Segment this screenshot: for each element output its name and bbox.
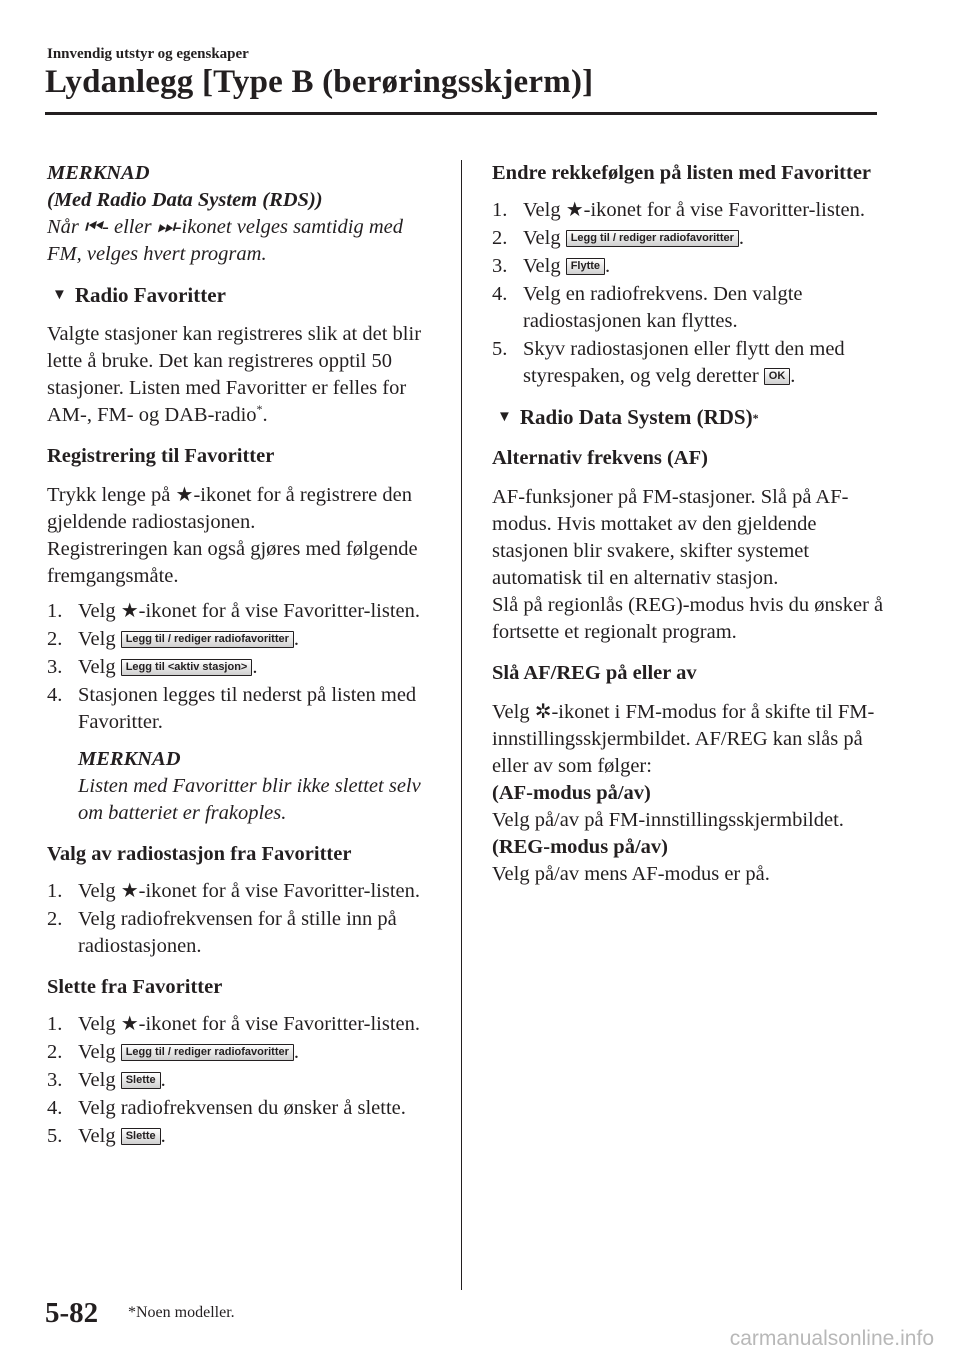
- step-number: 2.: [47, 908, 63, 930]
- list-item: [47, 878, 442, 905]
- reg-mode-title: (REG-modus på/av): [492, 836, 668, 858]
- header-rule: [45, 112, 877, 115]
- note-text-b: - eller: [102, 216, 157, 238]
- reg-mode-text: Velg på/av mens AF-modus er på.: [492, 863, 770, 885]
- step-text: Velg: [78, 1125, 121, 1147]
- subheading-valg: Valg av radiostasjon fra Favoritter: [47, 843, 352, 865]
- subheading-toggle: Slå AF/REG på eller av: [492, 662, 697, 684]
- step-number: 1.: [47, 1013, 63, 1035]
- list-item: [47, 1067, 442, 1094]
- star-icon: ★: [565, 199, 584, 221]
- step-text: Stasjonen legges til nederst på listen med Favoritter.: [78, 684, 417, 733]
- add-edit-favorites-button[interactable]: Legg til / rediger radiofavoritter: [121, 1044, 294, 1061]
- af-text: AF-funksjoner på FM-stasjoner. Slå på AF-modus. Hvis mottaket av den gjeldende stasjonen blir svakere, skifter systemet automatisk til en alternativ stasjon.: [492, 486, 849, 589]
- list-item: [47, 626, 442, 653]
- section-text-body: Valgte stasjoner kan registreres slik at det blir lette å bruke. Det kan registreres opptil 50 stasjoner. Listen med Favoritter er felles for AM-, FM- og DAB-radio: [47, 323, 422, 426]
- step-number: 3.: [47, 1069, 63, 1091]
- order-steps: [492, 197, 887, 390]
- step-number: 2.: [492, 227, 508, 249]
- reg-text: [47, 482, 442, 536]
- step-text: .: [293, 628, 300, 650]
- step-number: 3.: [47, 656, 63, 678]
- step-text: -ikonet for å vise Favoritter-listen.: [138, 600, 421, 622]
- list-item: [492, 336, 887, 390]
- step-text: .: [605, 255, 611, 277]
- subheading-af: Alternativ frekvens (AF): [492, 447, 708, 469]
- step-text: .: [160, 1125, 166, 1147]
- step-text: Velg: [523, 255, 566, 277]
- step-text: Velg: [78, 628, 121, 650]
- step-text: Velg: [78, 600, 121, 622]
- reg-steps: [47, 598, 442, 736]
- step-text: -ikonet for å vise Favoritter-listen.: [138, 1013, 421, 1035]
- step-text: Velg: [78, 1013, 121, 1035]
- star-icon: ★: [175, 484, 194, 506]
- reg-text-2: Registreringen kan også gjøres med følgende fremgangsmåte.: [47, 538, 418, 587]
- step-text: Velg: [78, 656, 121, 678]
- reg-text-b: -ikonet for å registrere den gjeldende radiostasjonen.: [47, 484, 413, 533]
- step-number: 4.: [47, 684, 63, 706]
- step-number: 5.: [492, 338, 508, 360]
- step-text: Velg: [78, 1041, 121, 1063]
- note-subheading: (Med Radio Data System (RDS)): [47, 189, 323, 211]
- af-mode-text: Velg på/av på FM-innstillingsskjermbildet.: [492, 809, 844, 831]
- select-steps: [47, 878, 442, 960]
- list-item: [47, 1011, 442, 1038]
- list-item: [47, 1095, 442, 1122]
- note-text: [47, 214, 442, 268]
- step-text: .: [252, 656, 258, 678]
- list-item: [47, 1123, 442, 1150]
- add-edit-favorites-button[interactable]: Legg til / rediger radiofavoritter: [566, 230, 739, 247]
- list-item: [492, 281, 887, 335]
- note-heading: MERKNAD: [78, 748, 181, 770]
- toggle-text: [492, 699, 887, 780]
- add-active-station-button[interactable]: Legg til <aktiv stasjon>: [121, 659, 253, 676]
- step-number: 1.: [47, 600, 63, 622]
- list-item: [47, 682, 442, 736]
- left-column: [47, 160, 442, 1150]
- step-number: 3.: [492, 255, 508, 277]
- subheading-endre: Endre rekkefølgen på listen med Favoritter: [492, 162, 872, 184]
- move-button[interactable]: Flytte: [566, 258, 605, 275]
- step-text: Velg: [78, 1069, 121, 1091]
- subheading-registrering: Registrering til Favoritter: [47, 445, 275, 467]
- list-item: [492, 253, 887, 280]
- delete-steps: [47, 1011, 442, 1150]
- subheading-slette: Slette fra Favoritter: [47, 976, 223, 998]
- step-text: .: [790, 365, 796, 387]
- step-text: Velg en radiofrekvens. Den valgte radiostasjonen kan flyttes.: [523, 283, 803, 332]
- delete-button[interactable]: Slette: [121, 1128, 161, 1145]
- step-number: 4.: [492, 283, 508, 305]
- note-block: [47, 746, 442, 827]
- list-item: [47, 654, 442, 681]
- page-title: Lydanlegg [Type B (berøringsskjerm)]: [45, 64, 594, 100]
- header-section: Innvendig utstyr og egenskaper: [47, 46, 249, 62]
- list-item: [47, 598, 442, 625]
- delete-button[interactable]: Slette: [121, 1072, 161, 1089]
- af-mode-title: (AF-modus på/av): [492, 782, 651, 804]
- step-text: .: [738, 227, 745, 249]
- reg-text-a: Trykk lenge på: [47, 484, 176, 506]
- step-text: Velg: [78, 880, 121, 902]
- list-item: [492, 225, 887, 252]
- step-text: Velg: [523, 227, 566, 249]
- note-text: Listen med Favoritter blir ikke slettet selv om batteriet er frakoples.: [78, 775, 421, 824]
- section-text: [47, 321, 442, 429]
- note-text-a: Når: [47, 216, 85, 238]
- ok-button[interactable]: OK: [764, 368, 791, 385]
- step-number: 1.: [47, 880, 63, 902]
- column-divider: [461, 160, 462, 1290]
- add-edit-favorites-button[interactable]: Legg til / rediger radiofavoritter: [121, 631, 294, 648]
- section-title: Radio Data System (RDS): [519, 405, 753, 429]
- step-text: -ikonet for å vise Favoritter-listen.: [138, 880, 421, 902]
- step-number: 4.: [47, 1097, 63, 1119]
- af-text-2: Slå på regionlås (REG)-modus hvis du ønsker å fortsette et regionalt program.: [492, 594, 884, 643]
- triangle-icon: ▼: [497, 409, 512, 425]
- step-text: .: [293, 1041, 300, 1063]
- step-text: Velg radiofrekvensen for å stille inn på radiostasjonen.: [78, 908, 397, 957]
- step-number: 2.: [47, 1041, 63, 1063]
- step-text: Skyv radiostasjonen eller flytt den med styrespaken, og velg deretter: [523, 338, 845, 387]
- list-item: [47, 906, 442, 960]
- list-item: [492, 197, 887, 224]
- settings-icon: ✲: [534, 701, 552, 723]
- seek-back-icon: ⏮: [84, 216, 103, 238]
- note-text-c: -ikonet velges samtidig med FM, velges hvert program.: [47, 216, 403, 265]
- note-heading: MERKNAD: [47, 162, 150, 184]
- step-number: 1.: [492, 199, 508, 221]
- footnote-marker: *: [256, 402, 263, 417]
- footnote: *Noen modeller.: [128, 1304, 235, 1321]
- step-text: Velg: [523, 199, 566, 221]
- step-text: -ikonet for å vise Favoritter-listen.: [583, 199, 866, 221]
- triangle-icon: ▼: [52, 287, 67, 303]
- section-radio-favoritter: [47, 282, 442, 309]
- star-icon: ★: [120, 1013, 139, 1035]
- seek-forward-icon: ⏭: [156, 216, 175, 238]
- step-text: Velg radiofrekvensen du ønsker å slette.: [78, 1097, 406, 1119]
- section-rds: ▼ Radio Data System (RDS) *: [497, 405, 759, 429]
- watermark: carmanualsonline.info: [729, 1327, 934, 1350]
- right-column: [492, 160, 887, 888]
- section-text-end: .: [262, 404, 268, 426]
- star-icon: ★: [120, 600, 139, 622]
- step-number: 2.: [47, 628, 63, 650]
- step-number: 5.: [47, 1125, 63, 1147]
- star-icon: ★: [120, 880, 139, 902]
- step-text: .: [160, 1069, 166, 1091]
- list-item: [47, 1039, 442, 1066]
- section-title: Radio Favoritter: [74, 283, 226, 307]
- page-number: 5-82: [45, 1297, 99, 1329]
- toggle-text-b: -ikonet i FM-modus for å skifte til FM-innstillingsskjermbildet. AF/REG kan slås på eller av som følger:: [492, 701, 875, 777]
- toggle-text-a: Velg: [492, 701, 535, 723]
